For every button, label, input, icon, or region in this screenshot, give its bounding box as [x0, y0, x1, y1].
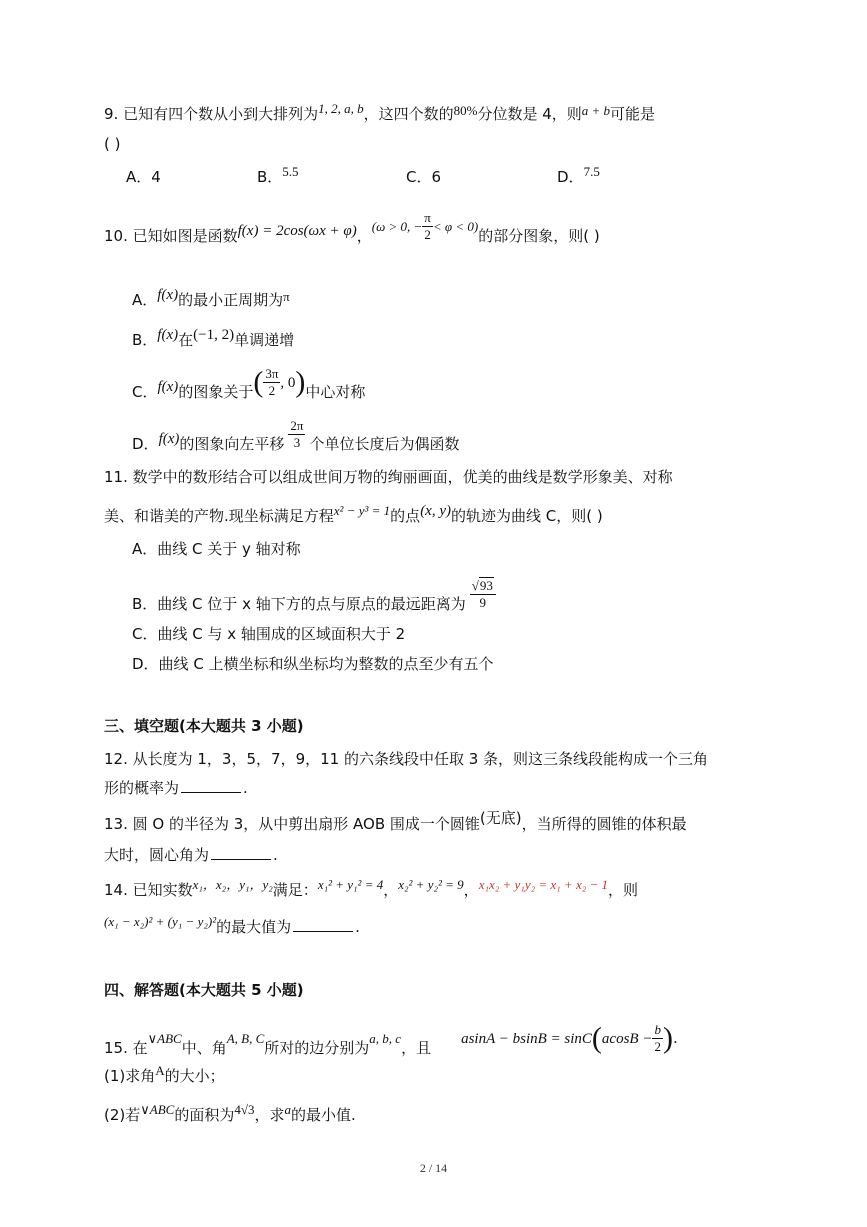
q10-2pi-over-3: $\frac{2\pi}{3}$: [290, 418, 304, 450]
q10-option-c: C．f(x)的图象关于( $\frac{3\pi}{2}$ , 0)中心对称: [132, 365, 366, 401]
q11-line2: 美、和谐美的产物.现坐标满足方程x² − y³ = 1的点(x, y)的轨迹为曲线 C，则( ): [104, 503, 603, 525]
q15-stem: 15. 在∨ABC中、角A, B, C所对的边分别为a, b, c，且 asinA − bsinB = sinC(acosB − $\frac{b}{2}$ ).: [104, 1021, 678, 1057]
q11-sqrt93-over-9: $\frac{√93}{9}$: [470, 578, 496, 611]
q11-option-c: C．曲线 C 与 x 轴围成的区域面积大于 2: [132, 625, 406, 643]
q15-part1: (1)求角A的大小；: [104, 1063, 225, 1085]
q11-option-a: A．曲线 C 关于 y 轴对称: [132, 540, 301, 558]
q9-paren: ( ): [104, 135, 121, 153]
q9-option-b: B．5.5: [257, 164, 299, 186]
q9-option-c: C．6: [406, 168, 442, 186]
q13-line1: 13. 圆 O 的半径为 3，从中剪出扇形 AOB 围成一个圆锥(无底)，当所得的圆锥的体积最: [104, 809, 687, 833]
q9-stem: 9. 已知有四个数从小到大排列为1, 2, a, b，这四个数的80%分位数是 4，则a + b可能是: [104, 101, 656, 123]
q13-answer-blank[interactable]: [211, 845, 271, 860]
q14-line2: (x₁ − x₂)² + (y₁ − y₂)²的最大值为 .: [104, 914, 360, 936]
q11-option-b: B．曲线 C 位于 x 轴下方的点与原点的最远距离为 $\frac{√93}{9}$: [132, 572, 496, 616]
q12-answer-blank[interactable]: [181, 778, 241, 793]
page-number: 2 / 14: [419, 1161, 448, 1175]
section-solutions-heading: 四、解答题(本大题共 5 小题): [104, 981, 304, 999]
q10-stem: 10. 已知如图是函数f(x) = 2cos(ωx + φ)，(ω > 0, − $\frac{\pi}{2}$ < φ < 0)的部分图象，则( ): [104, 210, 600, 245]
q11-option-d: D．曲线 C 上横坐标和纵坐标均为整数的点至少有五个: [132, 655, 494, 673]
q14-line1: 14. 已知实数x₁，x₂，y₁，y₂满足：x₁² + y₁² = 4，x₂² + y₂² = 9，x₁x₂ + y₁y₂ = x₁ + x₂ − 1，则: [104, 877, 639, 899]
q15-part2: (2)若∨ABC的面积为4√3，求a的最小值.: [104, 1102, 356, 1124]
section-fill-in-heading: 三、填空题(本大题共 3 小题): [104, 717, 304, 735]
q10-option-a: A．f(x)的最小正周期为π: [132, 287, 290, 309]
q13-line2: 大时，圆心角为 .: [104, 846, 278, 864]
q9-option-d: D．7.5: [557, 164, 600, 186]
q10-option-d: D．f(x)的图象向左平移 $\frac{2\pi}{3}$ 个单位长度后为偶函数: [132, 418, 460, 453]
q12-line2: 形的概率为 .: [104, 779, 248, 797]
q10-3pi-over-2: $\frac{3\pi}{2}$: [265, 366, 279, 398]
q14-answer-blank[interactable]: [293, 917, 353, 932]
q15-b-over-2: $\frac{b}{2}$: [654, 1022, 661, 1054]
q12-line1: 12. 从长度为 1，3，5，7，9，11 的六条线段中任取 3 条，则这三条线段能构成一个三角: [104, 750, 709, 768]
q9-option-a: A．4: [126, 168, 161, 186]
q10-pi-over-2: $\frac{\pi}{2}$: [424, 210, 431, 242]
q11-line1: 11. 数学中的数形结合可以组成世间万物的绚丽画面，优美的曲线是数学形象美、对称: [104, 468, 673, 486]
q10-option-b: B．f(x)在(−1, 2)单调递增: [132, 327, 295, 349]
